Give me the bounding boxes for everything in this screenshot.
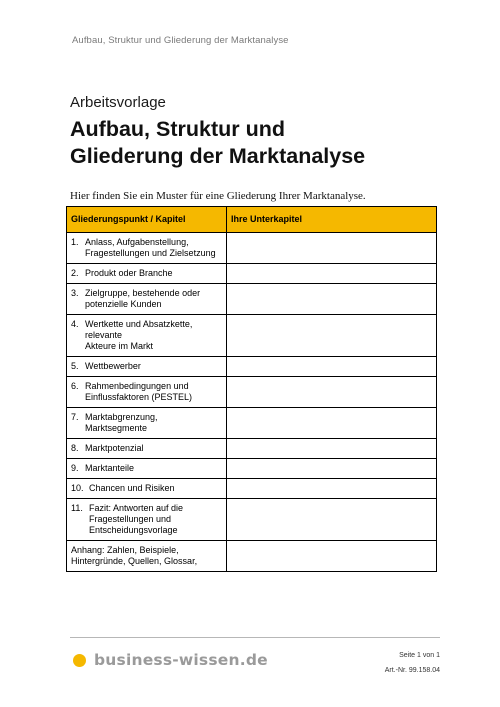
column-header-chapter: Gliederungspunkt / Kapitel (67, 207, 227, 233)
subchapter-cell[interactable] (227, 284, 437, 315)
chapter-item (71, 545, 222, 567)
table-row (67, 499, 437, 541)
title-line-1: Aufbau, Struktur und (70, 117, 285, 141)
logo-wordmark: business-wissen.de (94, 651, 268, 669)
table-header-row (67, 207, 437, 233)
table-row (67, 233, 437, 264)
outline-table (66, 206, 437, 572)
brand-logo (73, 651, 268, 669)
chapter-title (89, 503, 222, 536)
subchapter-cell[interactable] (227, 357, 437, 377)
chapter-number: 6. (71, 381, 79, 391)
chapter-title (71, 545, 222, 567)
chapter-item (71, 381, 222, 403)
chapter-number: 8. (71, 443, 79, 453)
title-line-2: Gliederung der Marktanalyse (70, 144, 366, 168)
chapter-title-line: Rahmenbedingungen und (85, 381, 189, 391)
table-row (67, 315, 437, 357)
chapter-cell (67, 357, 227, 377)
chapter-cell (67, 233, 227, 264)
chapter-title-line: Entscheidungsvorlage (89, 525, 178, 535)
chapter-title-line: Marktanteile (85, 463, 135, 473)
table-row (67, 357, 437, 377)
chapter-title (85, 381, 222, 403)
subchapter-cell[interactable] (227, 233, 437, 264)
chapter-item (71, 319, 222, 352)
chapter-title-line: Akteure im Markt (85, 341, 154, 351)
chapter-cell (67, 264, 227, 284)
subchapter-cell[interactable] (227, 315, 437, 357)
logo-dot-icon (73, 654, 86, 667)
chapter-cell (67, 541, 227, 572)
chapter-cell (67, 315, 227, 357)
chapter-title-line: Chancen und Risiken (89, 483, 175, 493)
chapter-title-line: Fragestellungen und (89, 514, 172, 524)
chapter-title (85, 463, 222, 474)
table-row (67, 459, 437, 479)
chapter-title-line: Fragestellungen und Zielsetzung (85, 248, 216, 258)
chapter-cell (67, 499, 227, 541)
chapter-item (71, 237, 222, 259)
chapter-cell (67, 408, 227, 439)
chapter-number: 10. (71, 483, 84, 493)
table-row (67, 541, 437, 572)
subchapter-cell[interactable] (227, 479, 437, 499)
subchapter-cell[interactable] (227, 264, 437, 284)
chapter-item (71, 443, 222, 454)
subchapter-cell[interactable] (227, 408, 437, 439)
chapter-title-line: Fazit: Antworten auf die (89, 503, 184, 513)
table-row (67, 284, 437, 315)
chapter-cell (67, 439, 227, 459)
chapter-title (85, 443, 222, 454)
table-row (67, 408, 437, 439)
table-row (67, 439, 437, 459)
chapter-title-line: Wettbewerber (85, 361, 141, 371)
chapter-cell (67, 459, 227, 479)
chapter-item (71, 288, 222, 310)
chapter-item (71, 412, 222, 434)
subchapter-cell[interactable] (227, 459, 437, 479)
chapter-item (71, 503, 222, 536)
chapter-title-line: Produkt oder Branche (85, 268, 173, 278)
chapter-number: 7. (71, 412, 79, 422)
document-kicker: Arbeitsvorlage (70, 94, 166, 111)
chapter-title-line: Marktabgrenzung, Marktsegmente (85, 412, 158, 433)
chapter-title-line: Zielgruppe, bestehende oder (85, 288, 201, 298)
article-number: Art.-Nr. 99.158.04 (384, 667, 440, 674)
chapter-title (85, 288, 222, 310)
chapter-title-line: Anlass, Aufgabenstellung, (85, 237, 189, 247)
chapter-title-line: Anhang: Zahlen, Beispiele, (71, 545, 179, 555)
subchapter-cell[interactable] (227, 439, 437, 459)
document-title (70, 116, 450, 170)
chapter-title (85, 319, 222, 352)
chapter-cell (67, 377, 227, 408)
chapter-number: 1. (71, 237, 79, 247)
chapter-cell (67, 479, 227, 499)
footer-divider (70, 637, 440, 638)
chapter-item (71, 268, 222, 279)
chapter-cell (67, 284, 227, 315)
table-row (67, 377, 437, 408)
chapter-title (85, 268, 222, 279)
chapter-number: 11. (71, 503, 83, 513)
chapter-title-line: potenzielle Kunden (85, 299, 162, 309)
chapter-number: 5. (71, 361, 79, 371)
running-header: Aufbau, Struktur und Gliederung der Marktanalyse (72, 35, 289, 46)
chapter-item (71, 361, 222, 372)
chapter-number: 4. (71, 319, 79, 329)
table-row (67, 479, 437, 499)
chapter-title (85, 237, 222, 259)
chapter-title-line: Marktpotenzial (85, 443, 144, 453)
column-header-subchapters: Ihre Unterkapitel (227, 207, 437, 233)
chapter-title (85, 361, 222, 372)
chapter-title-line: Hintergründe, Quellen, Glossar, (71, 556, 198, 566)
subchapter-cell[interactable] (227, 377, 437, 408)
intro-text: Hier finden Sie ein Muster für eine Gliederung Ihrer Marktanalyse. (70, 190, 366, 202)
chapter-number: 9. (71, 463, 79, 473)
page-number: Seite 1 von 1 (399, 652, 440, 659)
table-row (67, 264, 437, 284)
subchapter-cell[interactable] (227, 499, 437, 541)
chapter-title (89, 483, 222, 494)
chapter-item (71, 483, 222, 494)
chapter-title-line: Einflussfaktoren (PESTEL) (85, 392, 193, 402)
chapter-number: 2. (71, 268, 79, 278)
outline-table-body (67, 233, 437, 572)
page-info (385, 648, 440, 678)
subchapter-cell[interactable] (227, 541, 437, 572)
chapter-item (71, 463, 222, 474)
chapter-title (85, 412, 222, 434)
chapter-number: 3. (71, 288, 79, 298)
chapter-title-line: Wertkette und Absatzkette, relevante (85, 319, 193, 340)
